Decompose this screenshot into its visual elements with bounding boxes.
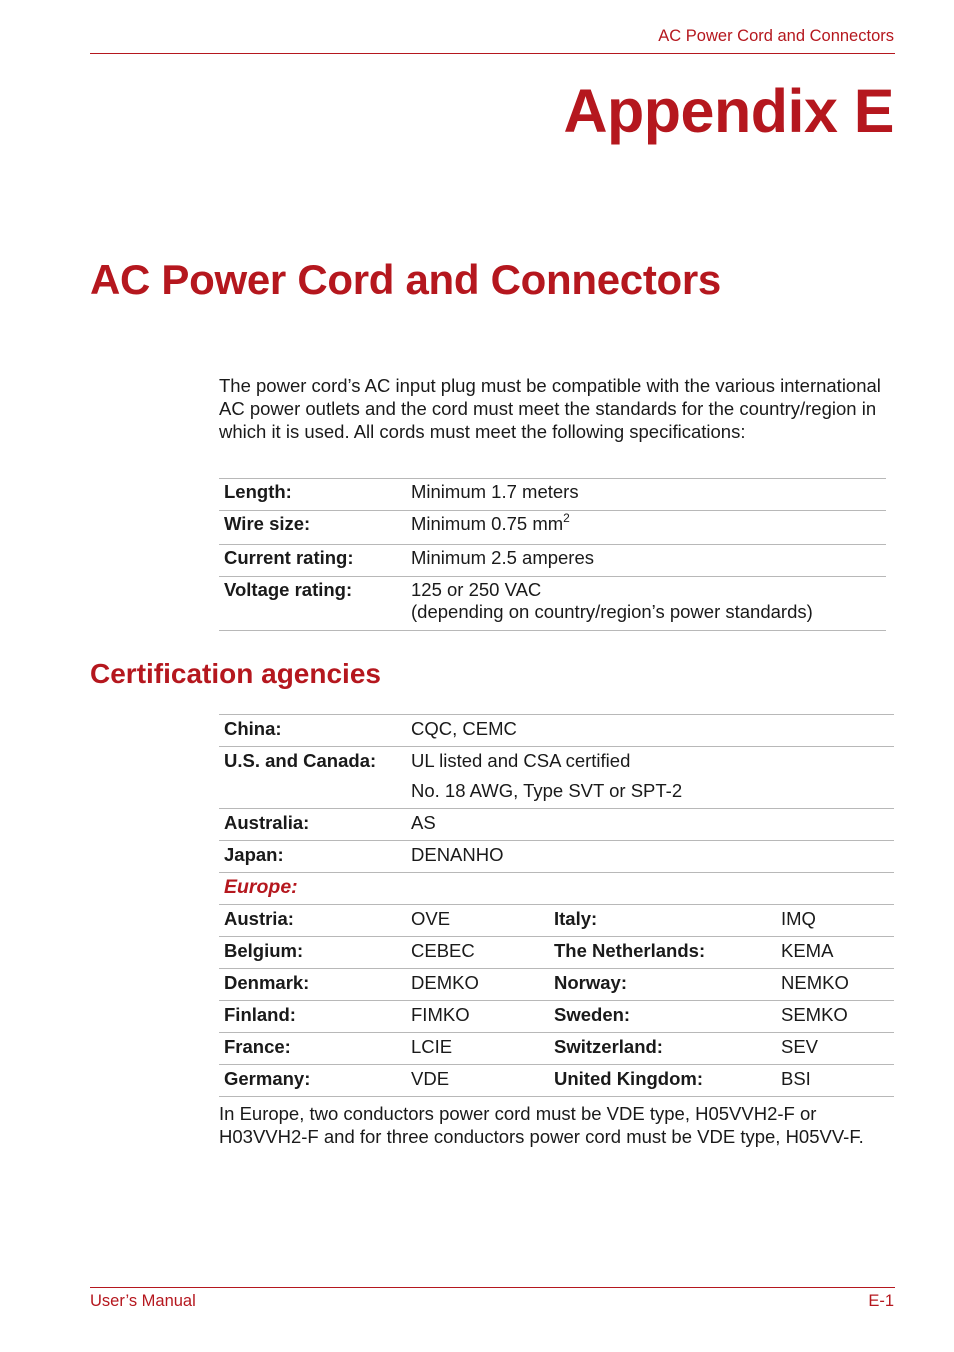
agency-name: OVE [406,905,549,937]
table-row [219,873,894,905]
voltage-line-2: (depending on country/region’s power standards) [411,601,813,622]
superscript: 2 [563,511,570,525]
spec-label: Length: [219,479,406,511]
agencies-table [219,714,894,1097]
europe-label: Europe: [219,873,894,905]
footer-rule [90,1287,895,1288]
intro-paragraph: The power cord’s AC input plug must be compatible with the various international AC power outlets and the cord must meet the standards for the country/region in which it is used. All cords must meet the following specifications: [219,375,881,442]
agency-name: KEMA [776,937,894,969]
spec-value [406,577,886,631]
voltage-line-1: 125 or 250 VAC [411,579,542,600]
agency-name: CEBEC [406,937,549,969]
agency-country: Germany: [219,1065,406,1097]
header-rule [90,53,895,54]
table-row [219,747,894,775]
spec-label: Wire size: [219,511,406,545]
agency-country: Belgium: [219,937,406,969]
agency-name: SEV [776,1033,894,1065]
spec-value: Minimum 1.7 meters [406,479,886,511]
agency-name: AS [406,809,894,841]
spec-value [406,511,886,545]
table-row [219,905,894,937]
outro-paragraph: In Europe, two conductors power cord must be VDE type, H05VVH2-F or H03VVH2-F and for three conductors power cord must be VDE type, H05VV-F. [219,1103,864,1147]
agency-country: Italy: [549,905,776,937]
agency-name: IMQ [776,905,894,937]
table-row [219,715,894,747]
agency-name: NEMKO [776,969,894,1001]
running-header: AC Power Cord and Connectors [658,27,894,45]
table-row [219,969,894,1001]
table-row [219,774,894,809]
agency-name: VDE [406,1065,549,1097]
agency-country: Switzerland: [549,1033,776,1065]
table-row [219,511,886,545]
agency-country: Australia: [219,809,406,841]
wire-size-value: Minimum 0.75 mm [411,513,564,534]
agency-country: Austria: [219,905,406,937]
spec-label: Current rating: [219,545,406,577]
cert-title: Certification agencies [90,658,381,689]
agency-name: No. 18 AWG, Type SVT or SPT-2 [411,780,683,801]
agency-name: BSI [776,1065,894,1097]
agency-country: Sweden: [549,1001,776,1033]
agency-name: CQC, CEMC [406,715,894,747]
page-number: E-1 [868,1292,894,1310]
table-row [219,937,894,969]
table-row [219,809,894,841]
table-row [219,545,886,577]
spec-value: Minimum 2.5 amperes [406,545,886,577]
agency-name: FIMKO [406,1001,549,1033]
agency-name: DENANHO [406,841,894,873]
table-row [219,841,894,873]
table-row [219,1065,894,1097]
appendix-title: Appendix E [563,77,894,145]
agency-name: DEMKO [406,969,549,1001]
spec-table [219,478,886,631]
agency-country: The Netherlands: [549,937,776,969]
agency-country: Japan: [219,841,406,873]
spec-label: Voltage rating: [219,577,406,631]
agency-country: Norway: [549,969,776,1001]
agency-country: U.S. and Canada: [219,747,406,775]
agency-country: China: [219,715,406,747]
table-row [219,1001,894,1033]
agency-country: Denmark: [219,969,406,1001]
agency-name: LCIE [406,1033,549,1065]
table-row [219,577,886,631]
section-title: AC Power Cord and Connectors [90,256,721,303]
agency-name: SEMKO [776,1001,894,1033]
table-row [219,1033,894,1065]
footer-manual-title: User’s Manual [90,1292,196,1310]
table-row [219,479,886,511]
agency-country: United Kingdom: [549,1065,776,1097]
agency-country: France: [219,1033,406,1065]
agency-name: UL listed and CSA certified [406,747,894,775]
agency-country: Finland: [219,1001,406,1033]
